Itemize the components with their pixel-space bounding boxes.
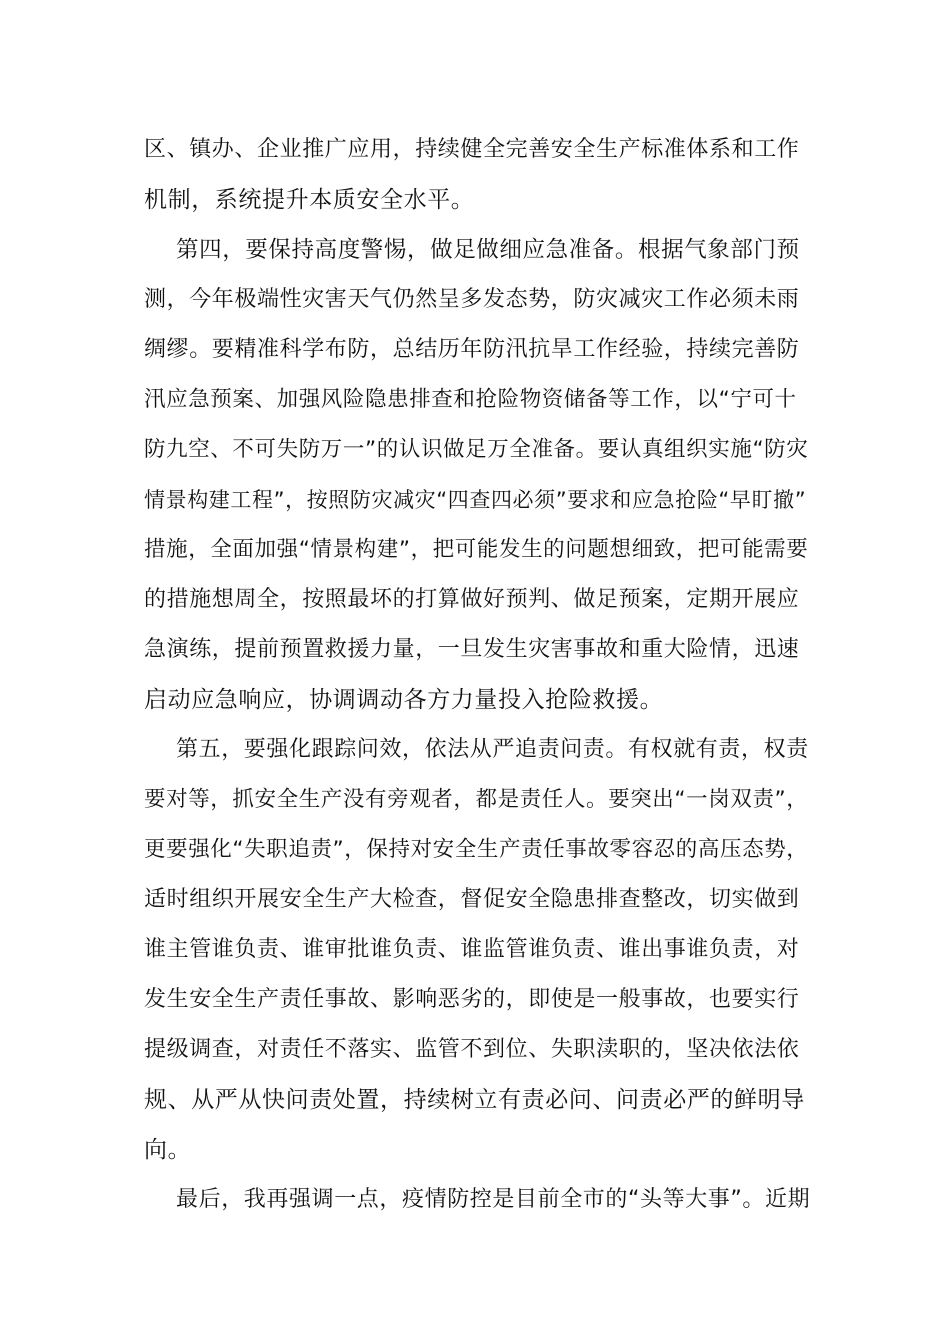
text-line: 启动应急响应，协调调动各方力量投入抢险救援。 [144,687,664,713]
text-line: 机制，系统提升本质安全水平。 [144,187,475,213]
text-line: 绸缪。要精准科学布防，总结历年防汛抗旱工作经验，持续完善防 [144,337,800,362]
text-line: 防九空、不可失防万一”的认识做足万全准备。要认真组织实施“防灾 [144,437,809,462]
text-line: 急演练，提前预置救援力量，一旦发生灾害事故和重大险情，迅速 [144,637,800,662]
text-line: 发生安全生产责任事故、影响恶劣的，即使是一般事故，也要实行 [144,987,800,1012]
text-line: 提级调查，对责任不落实、监管不到位、失职渎职的，坚决依法依 [144,1037,800,1062]
text-line: 向。 [144,1137,192,1163]
text-line: 措施，全面加强“情景构建”，把可能发生的问题想细致，把可能需要 [144,537,809,562]
text-line: 适时组织开展安全生产大检查，督促安全隐患排查整改，切实做到 [144,887,800,912]
text-line: 更要强化“失职追责”，保持对安全生产责任事故零容忍的高压态势， [144,837,809,862]
text-line: 汛应急预案、加强风险隐患排查和抢险物资储备等工作，以“宁可十 [144,387,797,412]
paragraph-start-line: 最后，我再强调一点，疫情防控是目前全市的“头等大事”。近期 [176,1187,811,1212]
paragraph-start-line: 第四，要保持高度警惕，做足做细应急准备。根据气象部门预 [176,237,800,263]
text-line: 情景构建工程”，按照防灾减灾“四查四必须”要求和应急抢险“早盯撤” [144,488,807,512]
text-line: 测，今年极端性灾害天气仍然呈多发态势，防灾减灾工作必须未雨 [144,287,800,312]
paragraph-start-line: 第五，要强化跟踪问效，依法从严追责问责。有权就有责，权责 [176,737,809,762]
text-line: 谁主管谁负责、谁审批谁负责、谁监管谁负责、谁出事谁负责，对 [144,937,800,962]
text-line: 的措施想周全，按照最坏的打算做好预判、做足预案，定期开展应 [144,587,800,612]
text-line: 区、镇办、企业推广应用，持续健全完善安全生产标准体系和工作 [144,137,800,162]
text-line: 要对等，抓安全生产没有旁观者，都是责任人。要突出“一岗双责”， [144,787,809,812]
text-line: 规、从严从快问责处置，持续树立有责必问、问责必严的鲜明导 [144,1087,805,1113]
